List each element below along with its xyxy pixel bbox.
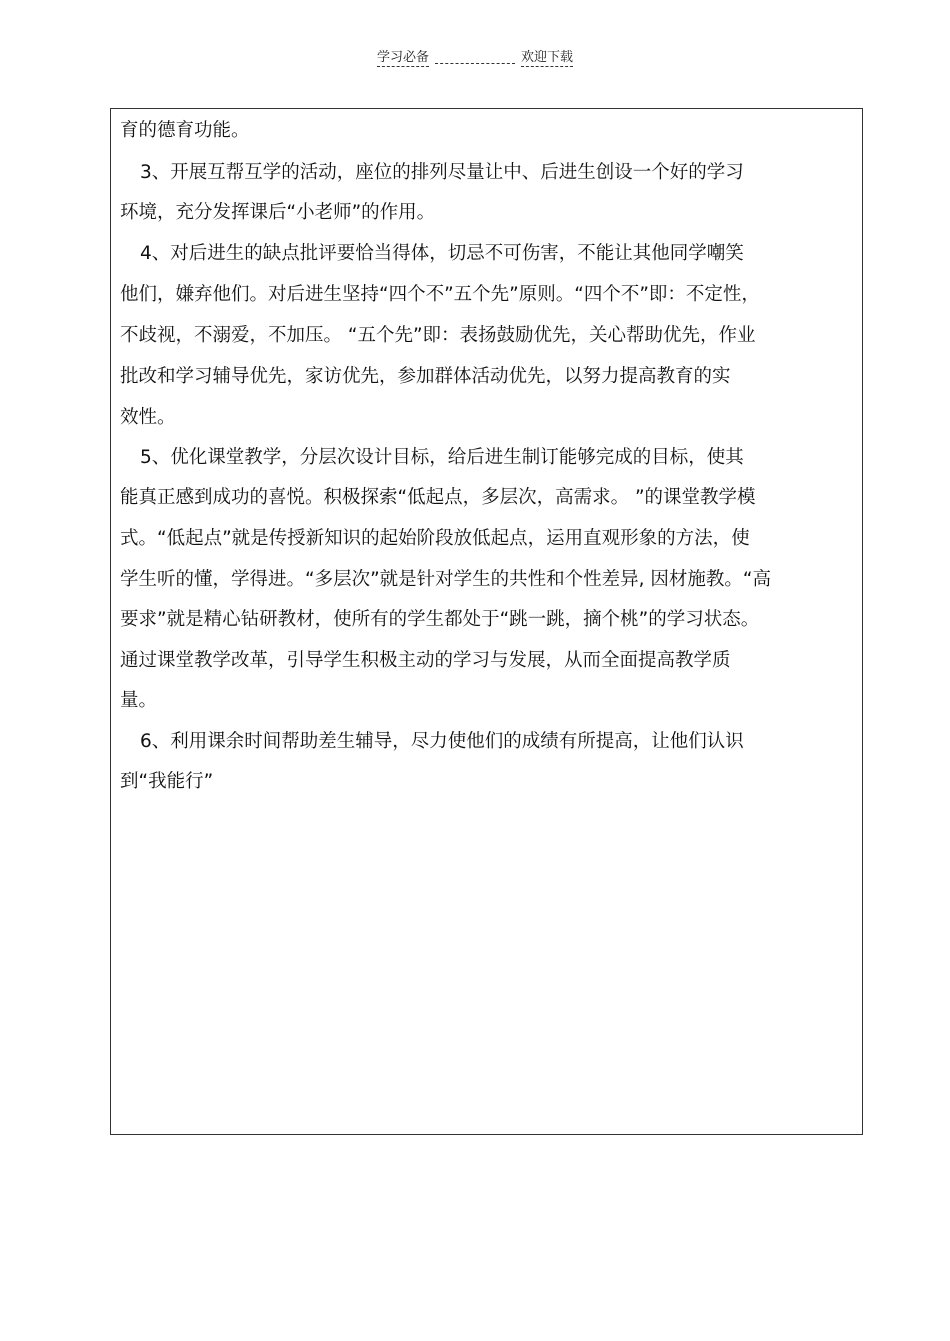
text-line: 不歧视，不溺爱，不加压。 “五个先”即：表扬鼓励优先，关心帮助优先，作业: [120, 325, 756, 346]
text-line: 他们，嫌弃他们。对后进生坚持“四个不”五个先”原则。“四个不”即：不定性，: [120, 284, 760, 305]
text-line: 量。: [120, 690, 158, 711]
text-line: 通过课堂教学改革，引导学生积极主动的学习与发展，从而全面提高教学质: [120, 650, 731, 671]
text-line: 要求”就是精心钻研教材，使所有的学生都处于“跳一跳，摘个桃”的学习状态。: [120, 609, 760, 630]
page-header: [0, 46, 950, 67]
text-line: 5、优化课堂教学，分层次设计目标，给后进生制订能够完成的目标，使其: [140, 447, 744, 468]
header-right-text: 欢迎下载: [521, 46, 573, 67]
text-line: 效性。: [120, 407, 176, 428]
text-line: 到“我能行”: [120, 771, 214, 792]
text-line: 3、开展互帮互学的活动，座位的排列尽量让中、后进生创设一个好的学习: [140, 162, 744, 183]
header-dash-divider: [435, 63, 515, 64]
text-line: 式。“低起点”就是传授新知识的起始阶段放低起点，运用直观形象的方法，使: [120, 528, 750, 549]
text-line: 批改和学习辅导优先，家访优先，参加群体活动优先，以努力提高教育的实: [120, 366, 731, 387]
text-line: 4、对后进生的缺点批评要恰当得体，切忌不可伤害，不能让其他同学嘲笑: [140, 243, 744, 264]
header-left-text: 学习必备: [377, 46, 429, 67]
text-line: 6、利用课余时间帮助差生辅导，尽力使他们的成绩有所提高，让他们认识: [140, 731, 744, 752]
text-line: 育的德育功能。: [120, 120, 250, 141]
text-line: 能真正感到成功的喜悦。积极探索“低起点，多层次，高需求。 ”的课堂教学模: [120, 487, 756, 508]
text-line: 环境，充分发挥课后“小老师”的作用。: [120, 202, 436, 223]
text-line: 学生听的懂，学得进。“多层次”就是针对学生的共性和个性差异, 因材施教。“高: [120, 569, 772, 590]
